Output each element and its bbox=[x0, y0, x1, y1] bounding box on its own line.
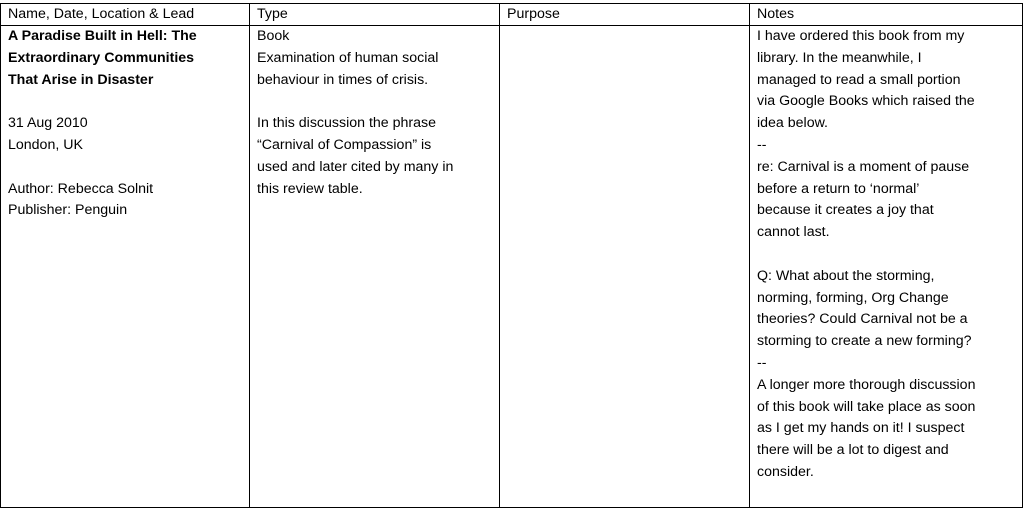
notes-separator: -- bbox=[757, 136, 767, 153]
notes-line: norming, forming, Org Change bbox=[757, 289, 949, 306]
notes-line: A longer more thorough discussion bbox=[757, 376, 976, 393]
publisher: Publisher: Penguin bbox=[8, 202, 128, 219]
notes-line: there will be a lot to digest and bbox=[757, 442, 949, 459]
notes-line: re: Carnival is a moment of pause bbox=[757, 158, 970, 175]
date: 31 Aug 2010 bbox=[8, 115, 88, 132]
cell-purpose bbox=[500, 26, 750, 508]
type-description-line: behaviour in times of crisis. bbox=[257, 71, 429, 88]
type-discussion-line: In this discussion the phrase bbox=[257, 115, 437, 132]
cell-name-date-location bbox=[1, 26, 250, 508]
notes-line: I have ordered this book from my bbox=[757, 28, 965, 44]
header-type: Type bbox=[250, 4, 500, 26]
author: Author: Rebecca Solnit bbox=[8, 180, 154, 197]
book-title-line: That Arise in Disaster bbox=[8, 71, 154, 88]
cell-type bbox=[250, 26, 500, 508]
spacer bbox=[8, 91, 245, 113]
header-row bbox=[1, 4, 1023, 26]
notes-line: Q: What about the storming, bbox=[757, 267, 935, 284]
notes-line: via Google Books which raised the bbox=[757, 93, 975, 110]
notes-line: of this book will take place as soon bbox=[757, 398, 976, 415]
cell-notes bbox=[750, 26, 1023, 508]
header-name-date-location: Name, Date, Location & Lead bbox=[1, 4, 250, 26]
book-title-line: A Paradise Built in Hell: The bbox=[8, 28, 197, 44]
spacer bbox=[257, 91, 495, 113]
header-notes: Notes bbox=[750, 4, 1023, 26]
type-discussion-line: this review table. bbox=[257, 180, 363, 197]
notes-line: theories? Could Carnival not be a bbox=[757, 311, 968, 328]
notes-line: as I get my hands on it! I suspect bbox=[757, 420, 965, 437]
notes-line: idea below. bbox=[757, 115, 828, 132]
type-kind: Book bbox=[257, 28, 290, 44]
type-discussion-line: “Carnival of Compassion” is bbox=[257, 136, 432, 153]
table-row bbox=[1, 26, 1023, 508]
spacer bbox=[8, 157, 245, 179]
notes-line: library. In the meanwhile, I bbox=[757, 49, 922, 66]
notes-line: before a return to ‘normal’ bbox=[757, 180, 920, 197]
notes-line: cannot last. bbox=[757, 224, 830, 241]
header-purpose: Purpose bbox=[500, 4, 750, 26]
review-table bbox=[0, 3, 1023, 508]
type-discussion-line: used and later cited by many in bbox=[257, 158, 454, 175]
type-description-line: Examination of human social bbox=[257, 49, 439, 66]
spacer bbox=[757, 244, 1018, 266]
location: London, UK bbox=[8, 136, 83, 153]
notes-line: storming to create a new forming? bbox=[757, 333, 972, 350]
notes-separator: -- bbox=[757, 354, 767, 371]
notes-line: managed to read a small portion bbox=[757, 71, 961, 88]
notes-line: consider. bbox=[757, 463, 814, 480]
book-title-line: Extraordinary Communities bbox=[8, 49, 195, 66]
notes-line: because it creates a joy that bbox=[757, 202, 934, 219]
